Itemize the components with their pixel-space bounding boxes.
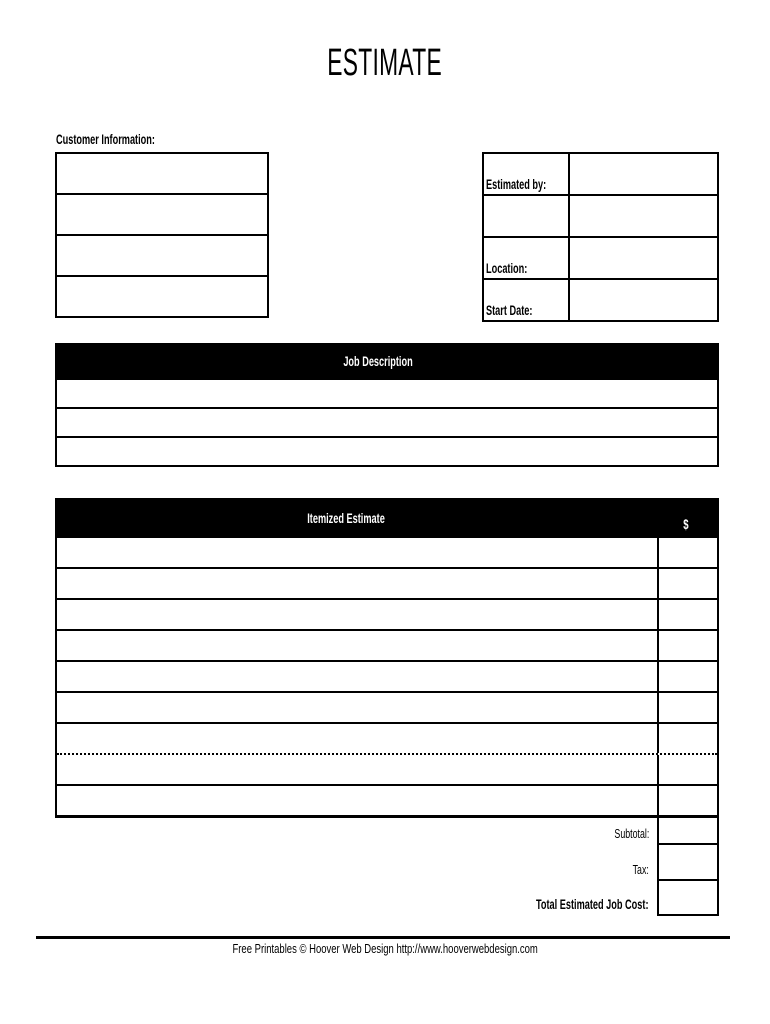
item-description-field-1[interactable] [57,538,657,567]
item-amount-field-1[interactable] [657,538,717,567]
item-row-2 [57,567,717,598]
item-amount-field-2[interactable] [657,569,717,598]
item-row-8 [57,753,717,784]
page-title [0,42,770,85]
meta-row-location [484,238,717,280]
item-description-field-5[interactable] [57,662,657,691]
item-description-field-8[interactable] [57,755,657,784]
customer-info-field-3[interactable] [57,236,267,277]
location-label: Location: [484,238,570,278]
location-field[interactable] [570,238,717,278]
subtotal-field[interactable] [657,818,719,845]
itemized-estimate-header-title: Itemized Estimate [307,510,385,526]
item-amount-field-4[interactable] [657,631,717,660]
amount-column-header: $ [683,516,689,532]
item-description-field-9[interactable] [57,786,657,815]
meta-row-start-date [484,280,717,320]
item-row-7 [57,722,717,753]
item-description-field-3[interactable] [57,600,657,629]
tax-field[interactable] [657,845,719,881]
job-description-header: Job Description [57,345,717,378]
footer-divider [36,936,730,939]
customer-info-field-2[interactable] [57,195,267,236]
item-row-4 [57,629,717,660]
job-description-table [55,343,719,467]
itemized-estimate-header [57,500,717,536]
item-amount-field-7[interactable] [657,724,717,753]
meta-row-blank [484,196,717,238]
itemized-estimate-table [55,498,719,818]
item-description-field-4[interactable] [57,631,657,660]
customer-information-table [55,152,269,318]
item-amount-field-9[interactable] [657,786,717,815]
totals-section [55,818,719,916]
item-amount-field-6[interactable] [657,693,717,722]
item-description-field-7[interactable] [57,724,657,753]
item-row-5 [57,660,717,691]
meta-blank-label [484,196,570,236]
subtotal-row [55,818,719,845]
subtotal-label: Subtotal: [614,826,649,841]
item-row-6 [57,691,717,722]
meta-row-estimated-by [484,154,717,196]
item-description-field-6[interactable] [57,693,657,722]
estimate-meta-table [482,152,719,322]
job-description-field-2[interactable] [57,407,717,436]
footer-credit: Free Printables © Hoover Web Design http://www.hooverwebdesign.com [232,941,538,956]
total-estimated-job-cost-label: Total Estimated Job Cost: [536,897,649,912]
job-description-field-1[interactable] [57,378,717,407]
customer-information-label: Customer Information: [56,132,155,147]
estimated-by-field[interactable] [570,154,717,194]
item-row-3 [57,598,717,629]
total-estimated-job-cost-row [55,881,719,916]
tax-label: Tax: [632,862,649,877]
start-date-label: Start Date: [484,280,570,320]
tax-row [55,845,719,881]
item-amount-field-5[interactable] [657,662,717,691]
item-amount-field-8[interactable] [657,755,717,784]
page-title-text: ESTIMATE [327,42,443,84]
customer-info-field-4[interactable] [57,277,267,316]
item-row-1 [57,536,717,567]
job-description-field-3[interactable] [57,436,717,465]
item-amount-field-3[interactable] [657,600,717,629]
customer-info-field-1[interactable] [57,154,267,195]
estimated-by-label: Estimated by: [484,154,570,194]
total-estimated-job-cost-field[interactable] [657,881,719,916]
item-row-9 [57,784,717,815]
meta-blank-field[interactable] [570,196,717,236]
start-date-field[interactable] [570,280,717,320]
item-description-field-2[interactable] [57,569,657,598]
